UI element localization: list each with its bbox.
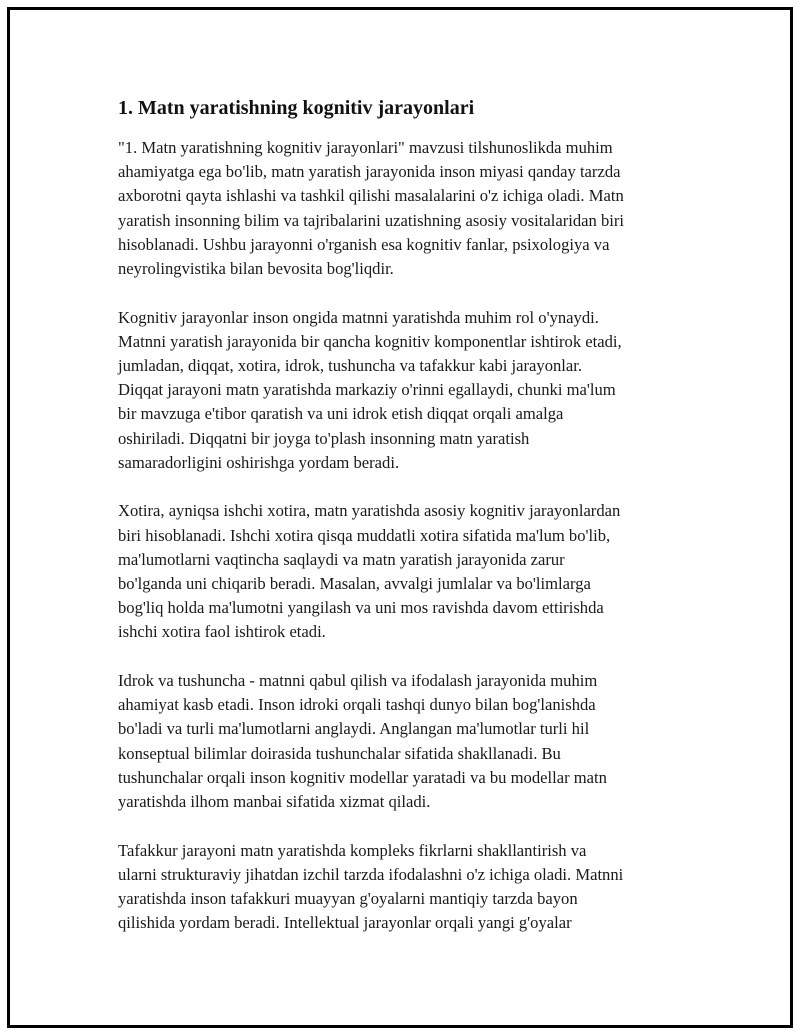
paragraph-container — [118, 136, 698, 935]
paragraph-line: Kognitiv jarayonlar inson ongida matnni yaratishda muhim rol o'ynaydi. — [118, 307, 599, 327]
paragraph-line: bo'ladi va turli ma'lumotlarni anglaydi. Anglangan ma'lumotlar turli hil — [118, 719, 590, 739]
paragraph-line: bir mavzuga e'tibor qaratish va uni idrok etish diqqat orqali amalga — [118, 404, 564, 424]
paragraph-line: konseptual bilimlar doirasida tushunchalar sifatida shakllanadi. Bu — [118, 743, 561, 763]
paragraph — [118, 499, 698, 644]
paragraph — [118, 136, 698, 281]
page-frame — [7, 7, 793, 1028]
paragraph-line: bo'lganda uni chiqarib beradi. Masalan, avvalgi jumlalar va bo'limlarga — [118, 574, 591, 594]
paragraph-line: bog'liq holda ma'lumotni yangilash va uni mos ravishda davom ettirishda — [118, 598, 604, 618]
paragraph — [118, 669, 698, 814]
paragraph-line: yaratish insonning bilim va tajribalarini uzatishning asosiy vositalaridan biri — [118, 210, 625, 230]
paragraph-line: Idrok va tushuncha - matnni qabul qilish va ifodalash jarayonida muhim — [118, 671, 598, 691]
paragraph-line: ularni strukturaviy jihatdan izchil tarzda ifodalashni o'z ichiga oladi. Matnni — [118, 864, 624, 884]
paragraph-line: "1. Matn yaratishning kognitiv jarayonlari" mavzusi tilshunoslikda muhim — [118, 138, 613, 157]
paragraph-line: jumladan, diqqat, xotira, idrok, tushuncha va tafakkur kabi jarayonlar. — [118, 356, 583, 376]
paragraph — [118, 306, 698, 475]
paragraph-line: Tafakkur jarayoni matn yaratishda kompleks fikrlarni shakllantirish va — [118, 840, 587, 860]
section-heading: 1. Matn yaratishning kognitiv jarayonlari — [118, 97, 475, 119]
paragraph-line: hisoblanadi. Ushbu jarayonni o'rganish esa kognitiv fanlar, psixologiya va — [118, 234, 610, 254]
paragraph-line: qilishida yordam beradi. Intellektual jarayonlar orqali yangi g'oyalar — [118, 913, 572, 933]
paragraph-line: biri hisoblanadi. Ishchi xotira qisqa muddatli xotira sifatida ma'lum bo'lib, — [118, 525, 611, 545]
paragraph — [118, 839, 698, 936]
paragraph-line: Matnni yaratish jarayonida bir qancha kognitiv komponentlar ishtirok etadi, — [118, 331, 622, 351]
paragraph-line: ahamiyat kasb etadi. Inson idroki orqali tashqi dunyo bilan bog'lanishda — [118, 695, 596, 715]
paragraph-line: ma'lumotlarni vaqtincha saqlaydi va matn yaratish jarayonida zarur — [118, 549, 565, 569]
paragraph-line: ahamiyatga ega bo'lib, matn yaratish jarayonida inson miyasi qanday tarzda — [118, 162, 621, 182]
document-body — [118, 94, 698, 960]
paragraph-line: oshiriladi. Diqqatni bir joyga to'plash insonning matn yaratish — [118, 428, 530, 448]
paragraph-line: samaradorligini oshirishga yordam beradi. — [118, 452, 400, 472]
paragraph-line: Diqqat jarayoni matn yaratishda markaziy o'rinni egallaydi, chunki ma'lum — [118, 380, 616, 400]
paragraph-line: ishchi xotira faol ishtirok etadi. — [118, 622, 326, 642]
paragraph-line: Xotira, ayniqsa ishchi xotira, matn yaratishda asosiy kognitiv jarayonlardan — [118, 501, 621, 521]
paragraph-line: yaratishda inson tafakkuri muayyan g'oyalarni mantiqiy tarzda bayon — [118, 889, 578, 909]
paragraph-line: yaratishda ilhom manbai sifatida xizmat qiladi. — [118, 792, 431, 812]
paragraph-line: neyrolingvistika bilan bevosita bog'liqdir. — [118, 259, 394, 279]
paragraph-line: tushunchalar orqali inson kognitiv modellar yaratadi va bu modellar matn — [118, 767, 607, 787]
paragraph-line: axborotni qayta ishlashi va tashkil qilishi masalalarini o'z ichiga oladi. Matn — [118, 186, 624, 206]
